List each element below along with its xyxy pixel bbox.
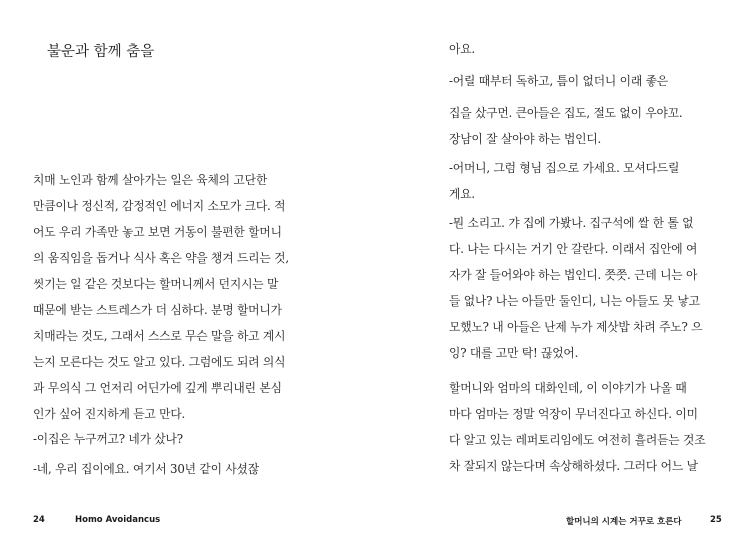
chapter-title: 불운과 함께 춤을: [47, 44, 155, 60]
text-line: 할머니와 엄마의 대화인데, 이 이야기가 나올 때: [449, 381, 687, 395]
text-line: -어릴 때부터 독하고, 틈이 없더니 이래 좋은: [449, 74, 668, 88]
text-line: 인가 싶어 진지하게 듣고 만다.: [33, 407, 186, 421]
text-line: 씻기는 일 같은 것보다는 할머니께서 던지시는 말: [33, 277, 279, 291]
text-line: 다 알고 있는 레퍼토리임에도 여전히 흘려듣는 것조: [449, 433, 706, 447]
text-line: 장남이 잘 살아야 하는 법인디.: [449, 132, 602, 146]
text-line: 의 움직임을 돕거나 식사 혹은 약을 챙겨 드리는 것,: [33, 251, 289, 265]
dialogue-paragraph: [449, 68, 668, 94]
text-line: 다. 나는 다시는 거기 안 갈란다. 이래서 집안에 여: [449, 242, 698, 256]
text-line: -어머니, 그럼 형님 집으로 가세요. 모셔다드릴: [449, 161, 680, 175]
page-number: 24: [33, 515, 45, 525]
page-number: 25: [710, 515, 722, 525]
text-line: -뭔 소리고. 갸 집에 가봤나. 집구석에 쌀 한 톨 없: [449, 216, 694, 230]
dialogue-paragraph: [449, 210, 702, 366]
dialogue-paragraph: [449, 126, 601, 152]
body-paragraph: [33, 167, 289, 427]
text-line: -이집은 누구꺼고? 네가 샀나?: [33, 432, 183, 446]
dialogue-paragraph: [449, 155, 679, 181]
text-line: 마다 엄마는 정말 억장이 무너진다고 하신다. 이미: [449, 407, 698, 421]
dialogue-paragraph: [33, 456, 259, 482]
text-line: 들 없나? 나는 아들만 둘인디, 니는 아들도 못 낳고: [449, 294, 700, 308]
dialogue-paragraph: [449, 181, 475, 207]
text-line: 과 무의식 그 언저리 어딘가에 깊게 뿌리내린 본심: [33, 381, 282, 395]
text-line: 만큼이나 정신적, 감정적인 에너지 소모가 크다. 적: [33, 199, 286, 213]
running-title: Homo Avoidancus: [75, 515, 161, 525]
text-line: 자가 잘 들어와야 하는 법인디. 쯧쯧. 근데 니는 아: [449, 268, 698, 282]
text-line: -네, 우리 집이에요. 여기서 30년 같이 사셨잖: [33, 462, 259, 476]
text-line: 모했노? 내 아들은 난제 누가 제삿밥 차려 주노? 으: [449, 320, 703, 334]
dialogue-paragraph: [33, 426, 183, 452]
text-line: 잉? 대를 고만 탁! 끊었어.: [449, 346, 579, 360]
body-paragraph: [449, 375, 705, 479]
text-line: 차 잘되지 않는다며 속상해하셨다. 그러다 어느 날: [449, 459, 698, 473]
text-line: 게요.: [449, 187, 475, 201]
text-line: 치매라는 것도, 그래서 스스로 무슨 말을 하고 계시: [33, 329, 286, 343]
dialogue-paragraph: [449, 36, 475, 62]
text-line: 치매 노인과 함께 살아가는 일은 육체의 고단한: [33, 173, 268, 187]
text-line: 어도 우리 가족만 놓고 보면 거동이 불편한 할머니: [33, 225, 282, 239]
right-page: [376, 0, 752, 547]
text-line: 는지 모른다는 것도 알고 있다. 그럼에도 되려 의식: [33, 355, 286, 369]
text-line: 집을 샀구먼. 큰아들은 집도, 절도 없이 우야꼬.: [449, 106, 683, 120]
dialogue-paragraph: [449, 100, 682, 126]
text-line: 아요.: [449, 42, 475, 56]
text-line: 때문에 받는 스트레스가 더 심하다. 분명 할머니가: [33, 303, 282, 317]
running-title: 할머니의 시계는 거꾸로 흐른다: [566, 517, 682, 527]
